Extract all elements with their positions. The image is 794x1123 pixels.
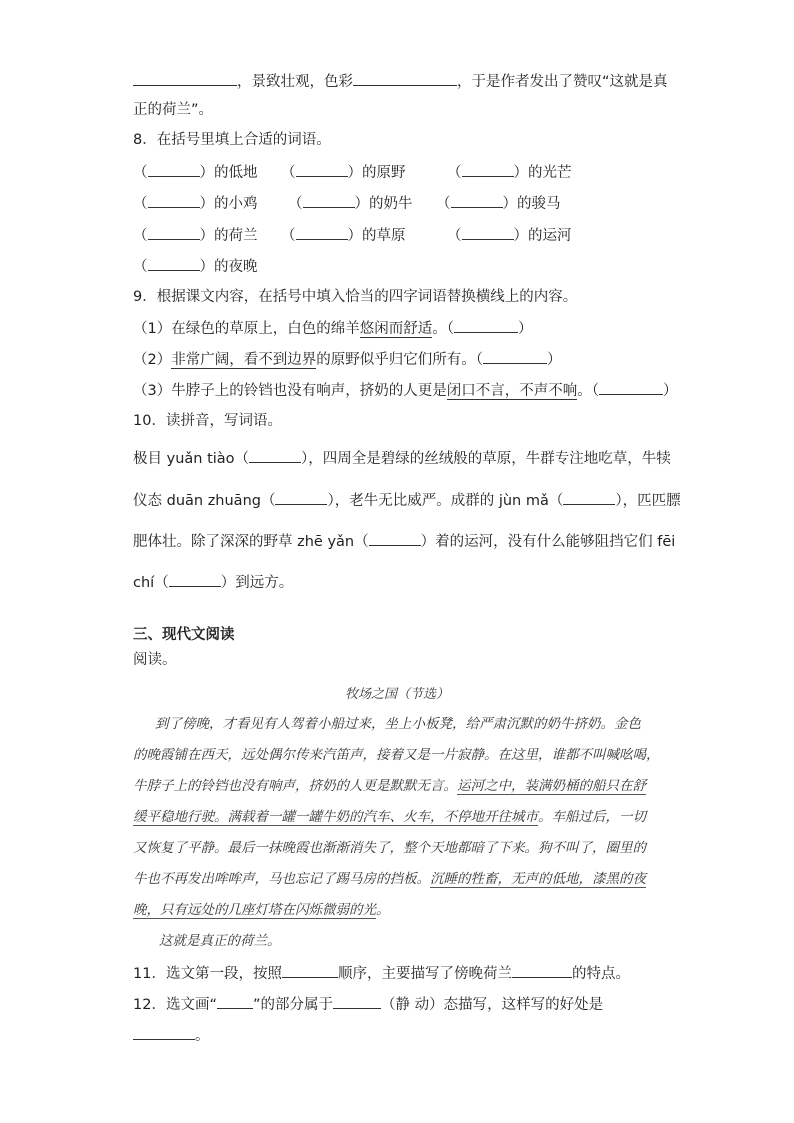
q9-sentence-3: （3）牛脖子上的铃铛也没有响声，挤奶的人更是闭口不言，不声不响。（ ） <box>133 380 677 401</box>
answer-blank[interactable] <box>451 193 503 208</box>
answer-blank[interactable] <box>133 70 237 86</box>
passage-line-5: 又恢复了平静。最后一抹晚霞也渐渐消失了，整个天地都暗了下来。狗不叫了，圈里的 <box>133 840 646 856</box>
q9-sentence-2: （2）非常广阔，看不到边界的原野似乎归它们所有。（ ） <box>133 349 561 370</box>
answer-blank[interactable] <box>133 1024 195 1040</box>
passage-title: 牧场之国（节选） <box>344 687 449 702</box>
answer-blank[interactable] <box>462 225 514 240</box>
q8-row-1: （ ）的低地 （ ）的原野 （ ）的光芒 <box>133 162 572 183</box>
answer-blank[interactable] <box>353 70 457 86</box>
q12-line-1: 12．选文画“ ”的部分属于 （静 动）态描写，这样写的好处是 <box>133 993 603 1015</box>
q10-line-2: 仪态 duān zhuāng（ ），老牛无比威严。成群的 jùn mǎ（ ），匹匹膘 <box>133 490 681 511</box>
q8-row-3: （ ）的荷兰 （ ）的草原 （ ）的运河 <box>133 225 572 246</box>
answer-blank[interactable] <box>275 490 327 505</box>
q10-title: 10．读拼音，写词语。 <box>133 413 282 429</box>
passage-line-2: 的晚霞铺在西天，远处偶尔传来汽笛声，接着又是一片寂静。在这里，谁都不叫喊吆喝， <box>133 747 660 763</box>
answer-blank[interactable] <box>217 993 253 1009</box>
answer-blank[interactable] <box>333 993 381 1009</box>
q9-title: 9．根据课文内容，在括号中填入恰当的四字词语替换横线上的内容。 <box>133 289 578 305</box>
answer-blank[interactable] <box>296 162 348 177</box>
q12-line-2: 。 <box>133 1024 210 1046</box>
answer-blank[interactable] <box>148 256 200 271</box>
passage-line-6: 牛也不再发出哞哞声，马也忘记了踢马房的挡板。沉睡的牲畜，无声的低地，漆黑的夜 <box>133 871 646 887</box>
answer-blank[interactable] <box>282 962 338 978</box>
passage-line-4: 缓平稳地行驶。满载着一罐一罐牛奶的汽车、火车，不停地开往城市。车船过后，一切 <box>133 809 646 825</box>
q7-line-2: 正的荷兰”。 <box>133 102 214 118</box>
answer-blank[interactable] <box>148 225 200 240</box>
section-intro: 阅读。 <box>133 652 177 668</box>
answer-blank[interactable] <box>369 531 421 546</box>
q11: 11．选文第一段，按照 顺序，主要描写了傍晚荷兰 的特点。 <box>133 962 630 984</box>
passage-line-1: 到了傍晚，才看见有人驾着小船过来，坐上小板凳，给严肃沉默的奶牛挤奶。金色 <box>155 716 641 732</box>
q8-title: 8．在括号里填上合适的词语。 <box>133 132 331 148</box>
answer-blank[interactable] <box>148 162 200 177</box>
q10-line-3: 肥体壮。除了深深的野草 zhē yǎn（ ）着的运河，没有什么能够阻挡它们 fēi <box>133 531 675 552</box>
answer-blank[interactable] <box>249 448 301 463</box>
q10-line-1: 极目 yuǎn tiào（ ），四周全是碧绿的丝绒般的草原，牛群专注地吃草，牛犊 <box>133 448 671 469</box>
answer-blank[interactable] <box>454 318 518 333</box>
answer-blank[interactable] <box>483 349 547 364</box>
answer-blank[interactable] <box>148 193 200 208</box>
q8-row-2: （ ）的小鸡 （ ）的奶牛 （ ）的骏马 <box>133 193 561 214</box>
section-heading: 三、现代文阅读 <box>133 627 235 643</box>
passage-line-7: 晚，只有远处的几座灯塔在闪烁微弱的光。 <box>133 902 390 918</box>
q8-row-4: （ ）的夜晚 <box>133 256 258 277</box>
passage-line-3: 牛脖子上的铃铛也没有响声，挤奶的人更是默默无言。运河之中，装满奶桶的船只在舒 <box>133 778 646 794</box>
q7-line-1: ，景致壮观，色彩 ，于是作者发出了赞叹“这就是真 <box>133 70 668 92</box>
passage-line-8: 这就是真正的荷兰。 <box>159 933 281 949</box>
answer-blank[interactable] <box>599 380 663 395</box>
answer-blank[interactable] <box>303 193 355 208</box>
answer-blank[interactable] <box>512 962 572 978</box>
answer-blank[interactable] <box>563 490 615 505</box>
answer-blank[interactable] <box>296 225 348 240</box>
answer-blank[interactable] <box>462 162 514 177</box>
q10-line-4: chí（ ）到远方。 <box>133 572 293 593</box>
q9-sentence-1: （1）在绿色的草原上，白色的绵羊悠闲而舒适。（ ） <box>133 318 532 339</box>
answer-blank[interactable] <box>169 572 221 587</box>
